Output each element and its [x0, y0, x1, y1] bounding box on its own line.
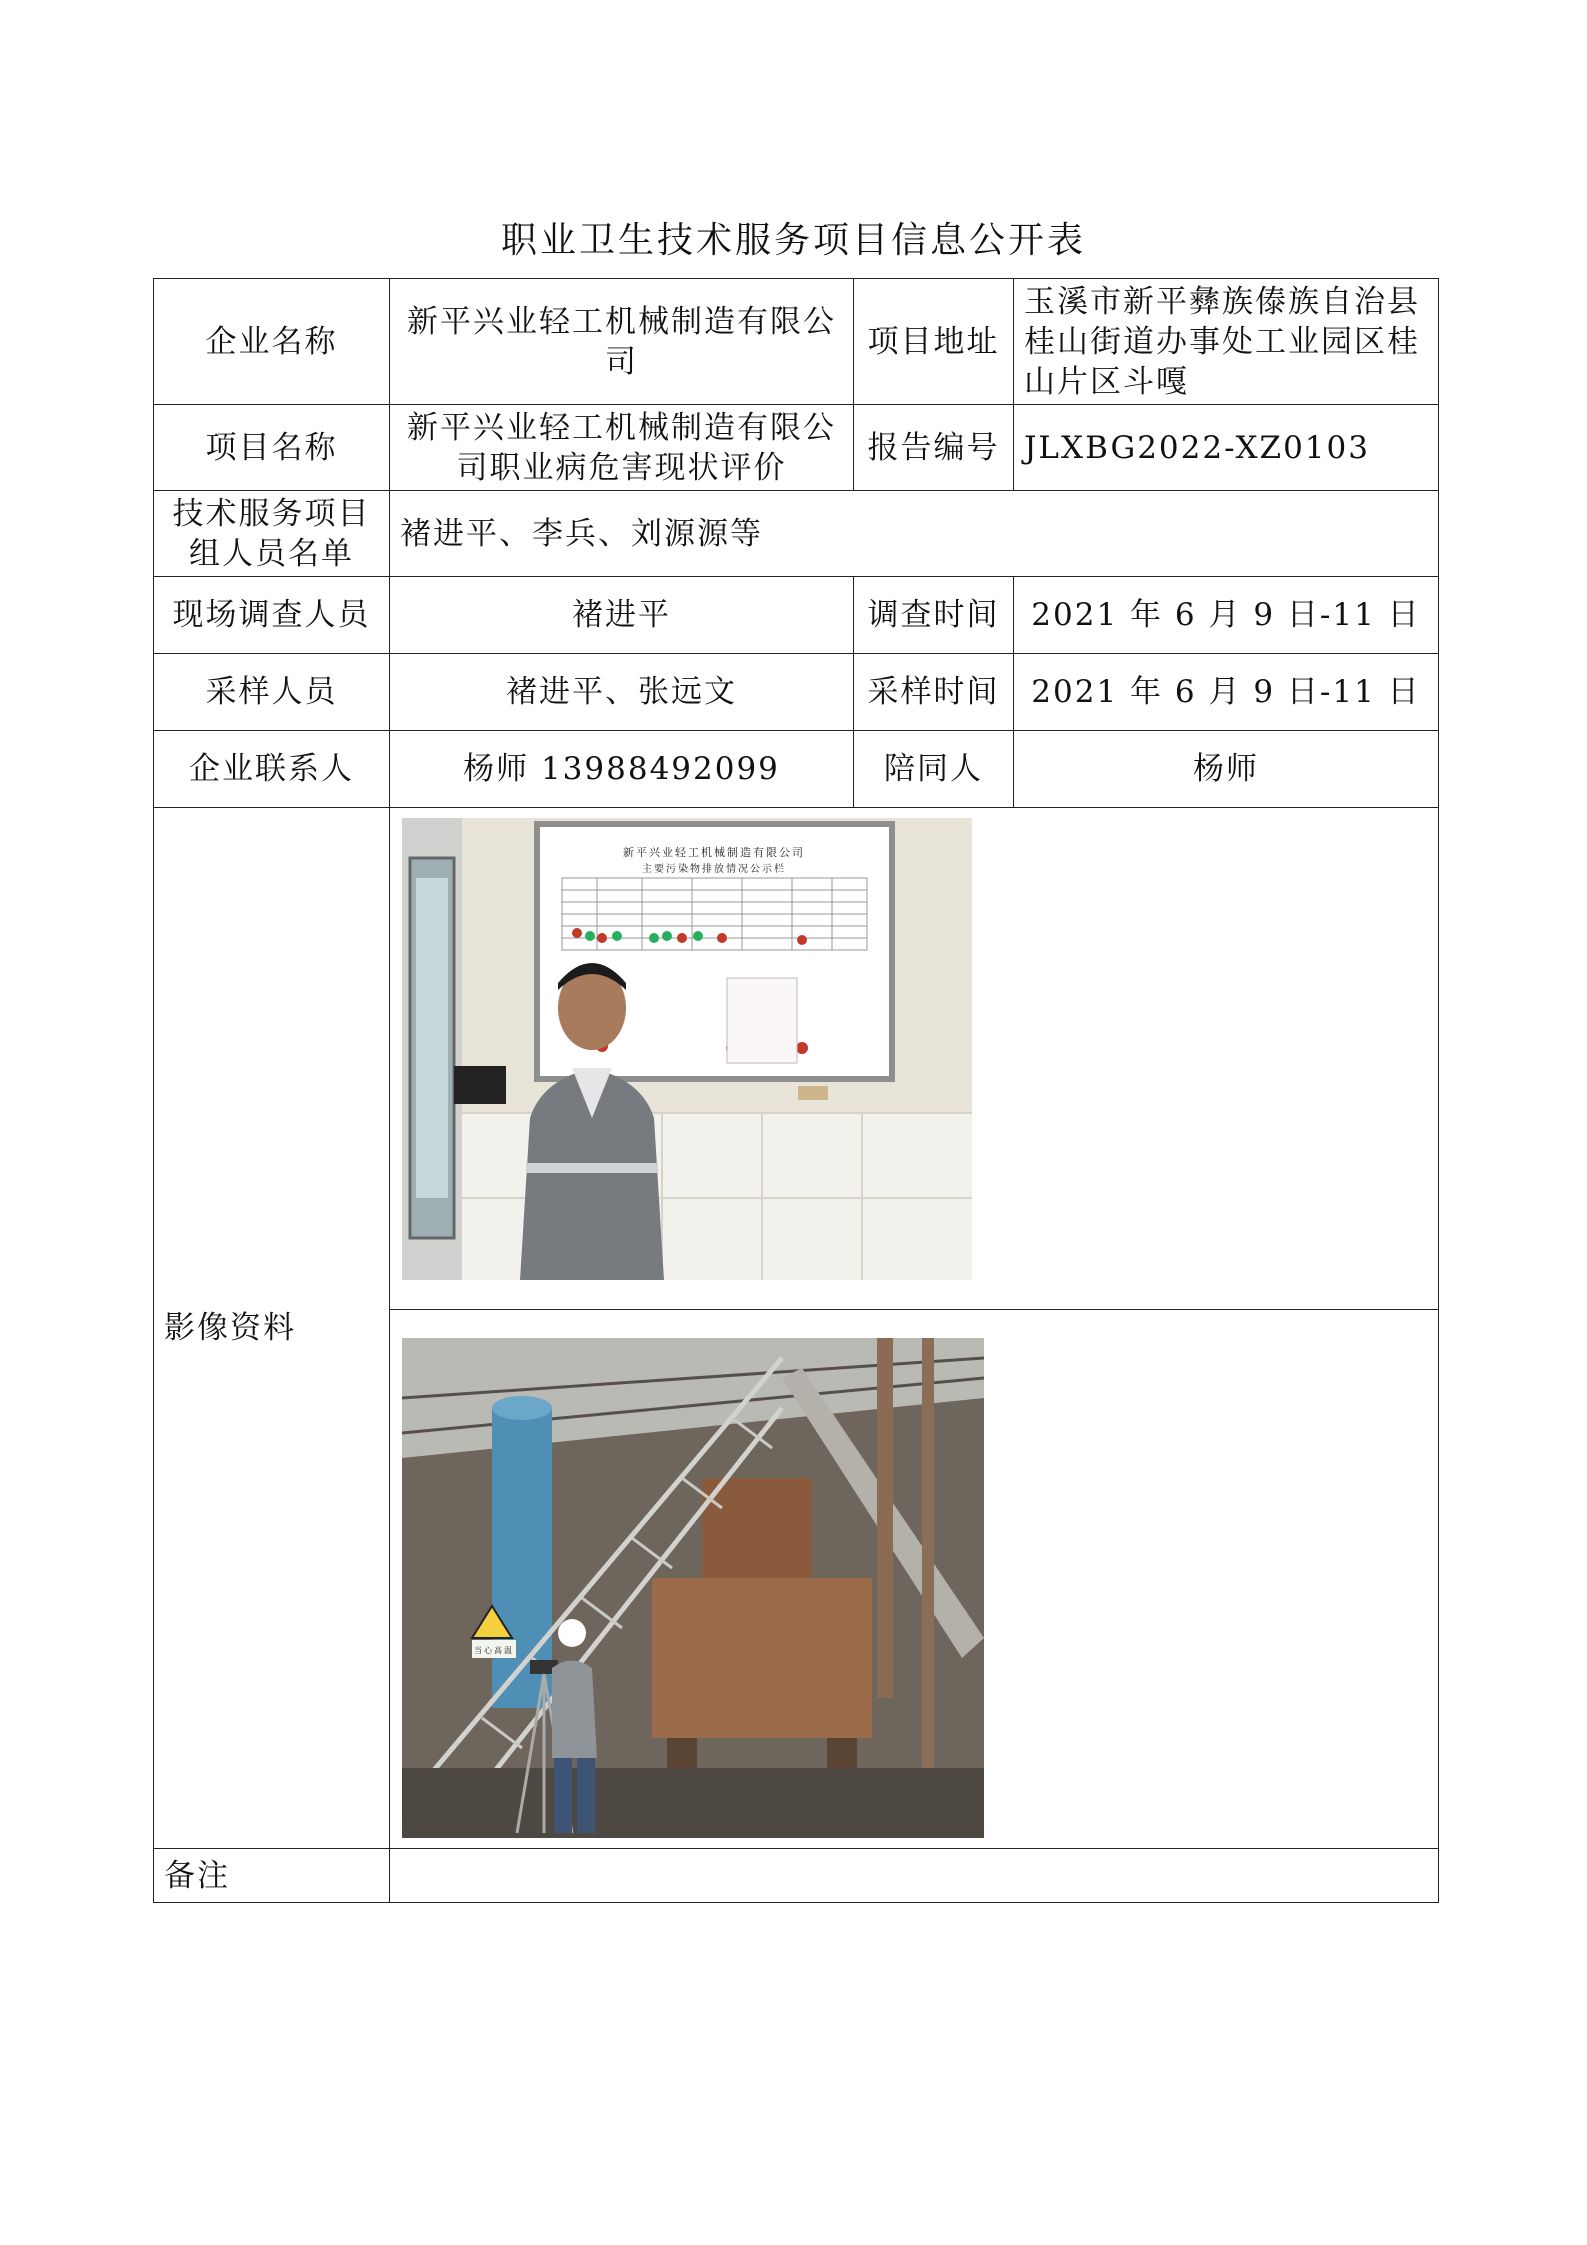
sampling-staff-value: 褚进平、张远文	[390, 654, 854, 731]
address-label: 项目地址	[854, 279, 1014, 405]
company-value: 新平兴业轻工机械制造有限公司	[390, 279, 854, 405]
row-project	[154, 405, 1439, 491]
companion-value: 杨师	[1014, 731, 1439, 808]
photo-sampling-at-furnace	[402, 1338, 984, 1838]
survey-staff-label: 现场调查人员	[154, 577, 390, 654]
sampling-time-label: 采样时间	[854, 654, 1014, 731]
survey-time-value: 2021 年 6 月 9 日-11 日	[1014, 577, 1439, 654]
page-title: 职业卫生技术服务项目信息公开表	[500, 220, 1086, 261]
contact-value: 杨师 13988492099	[390, 731, 854, 808]
project-label: 项目名称	[154, 405, 390, 491]
row-company	[154, 279, 1439, 405]
companion-label: 陪同人	[854, 731, 1014, 808]
info-table	[153, 278, 1439, 1903]
row-team	[154, 491, 1439, 577]
photo-cell-2	[390, 1310, 1439, 1849]
report-value: JLXBG2022-XZ0103	[1014, 405, 1439, 491]
row-sampling	[154, 654, 1439, 731]
contact-label: 企业联系人	[154, 731, 390, 808]
sampling-time-value: 2021 年 6 月 9 日-11 日	[1014, 654, 1439, 731]
report-label: 报告编号	[854, 405, 1014, 491]
project-value: 新平兴业轻工机械制造有限公司职业病危害现状评价	[390, 405, 854, 491]
board-title-line2: 主要污染物排放情况公示栏	[642, 864, 786, 875]
board-title-line1: 新平兴业轻工机械制造有限公司	[623, 846, 805, 859]
photo-surveyor-at-board	[402, 818, 972, 1280]
survey-staff-value: 褚进平	[390, 577, 854, 654]
remarks-label: 备注	[154, 1849, 390, 1903]
row-contact	[154, 731, 1439, 808]
address-value: 玉溪市新平彝族傣族自治县桂山街道办事处工业园区桂山片区斗嘎	[1014, 279, 1439, 405]
warning-sign-text: 当心高温	[474, 1646, 514, 1655]
survey-time-label: 调查时间	[854, 577, 1014, 654]
row-remarks	[154, 1849, 1439, 1903]
images-label: 影像资料	[154, 808, 390, 1849]
remarks-value	[390, 1849, 1439, 1903]
team-value: 褚进平、李兵、刘源源等	[390, 491, 1439, 577]
row-survey	[154, 577, 1439, 654]
team-label: 技术服务项目组人员名单	[154, 491, 390, 577]
row-image-1	[154, 808, 1439, 1310]
photo-cell-1	[390, 808, 1439, 1310]
company-label: 企业名称	[154, 279, 390, 405]
sampling-staff-label: 采样人员	[154, 654, 390, 731]
